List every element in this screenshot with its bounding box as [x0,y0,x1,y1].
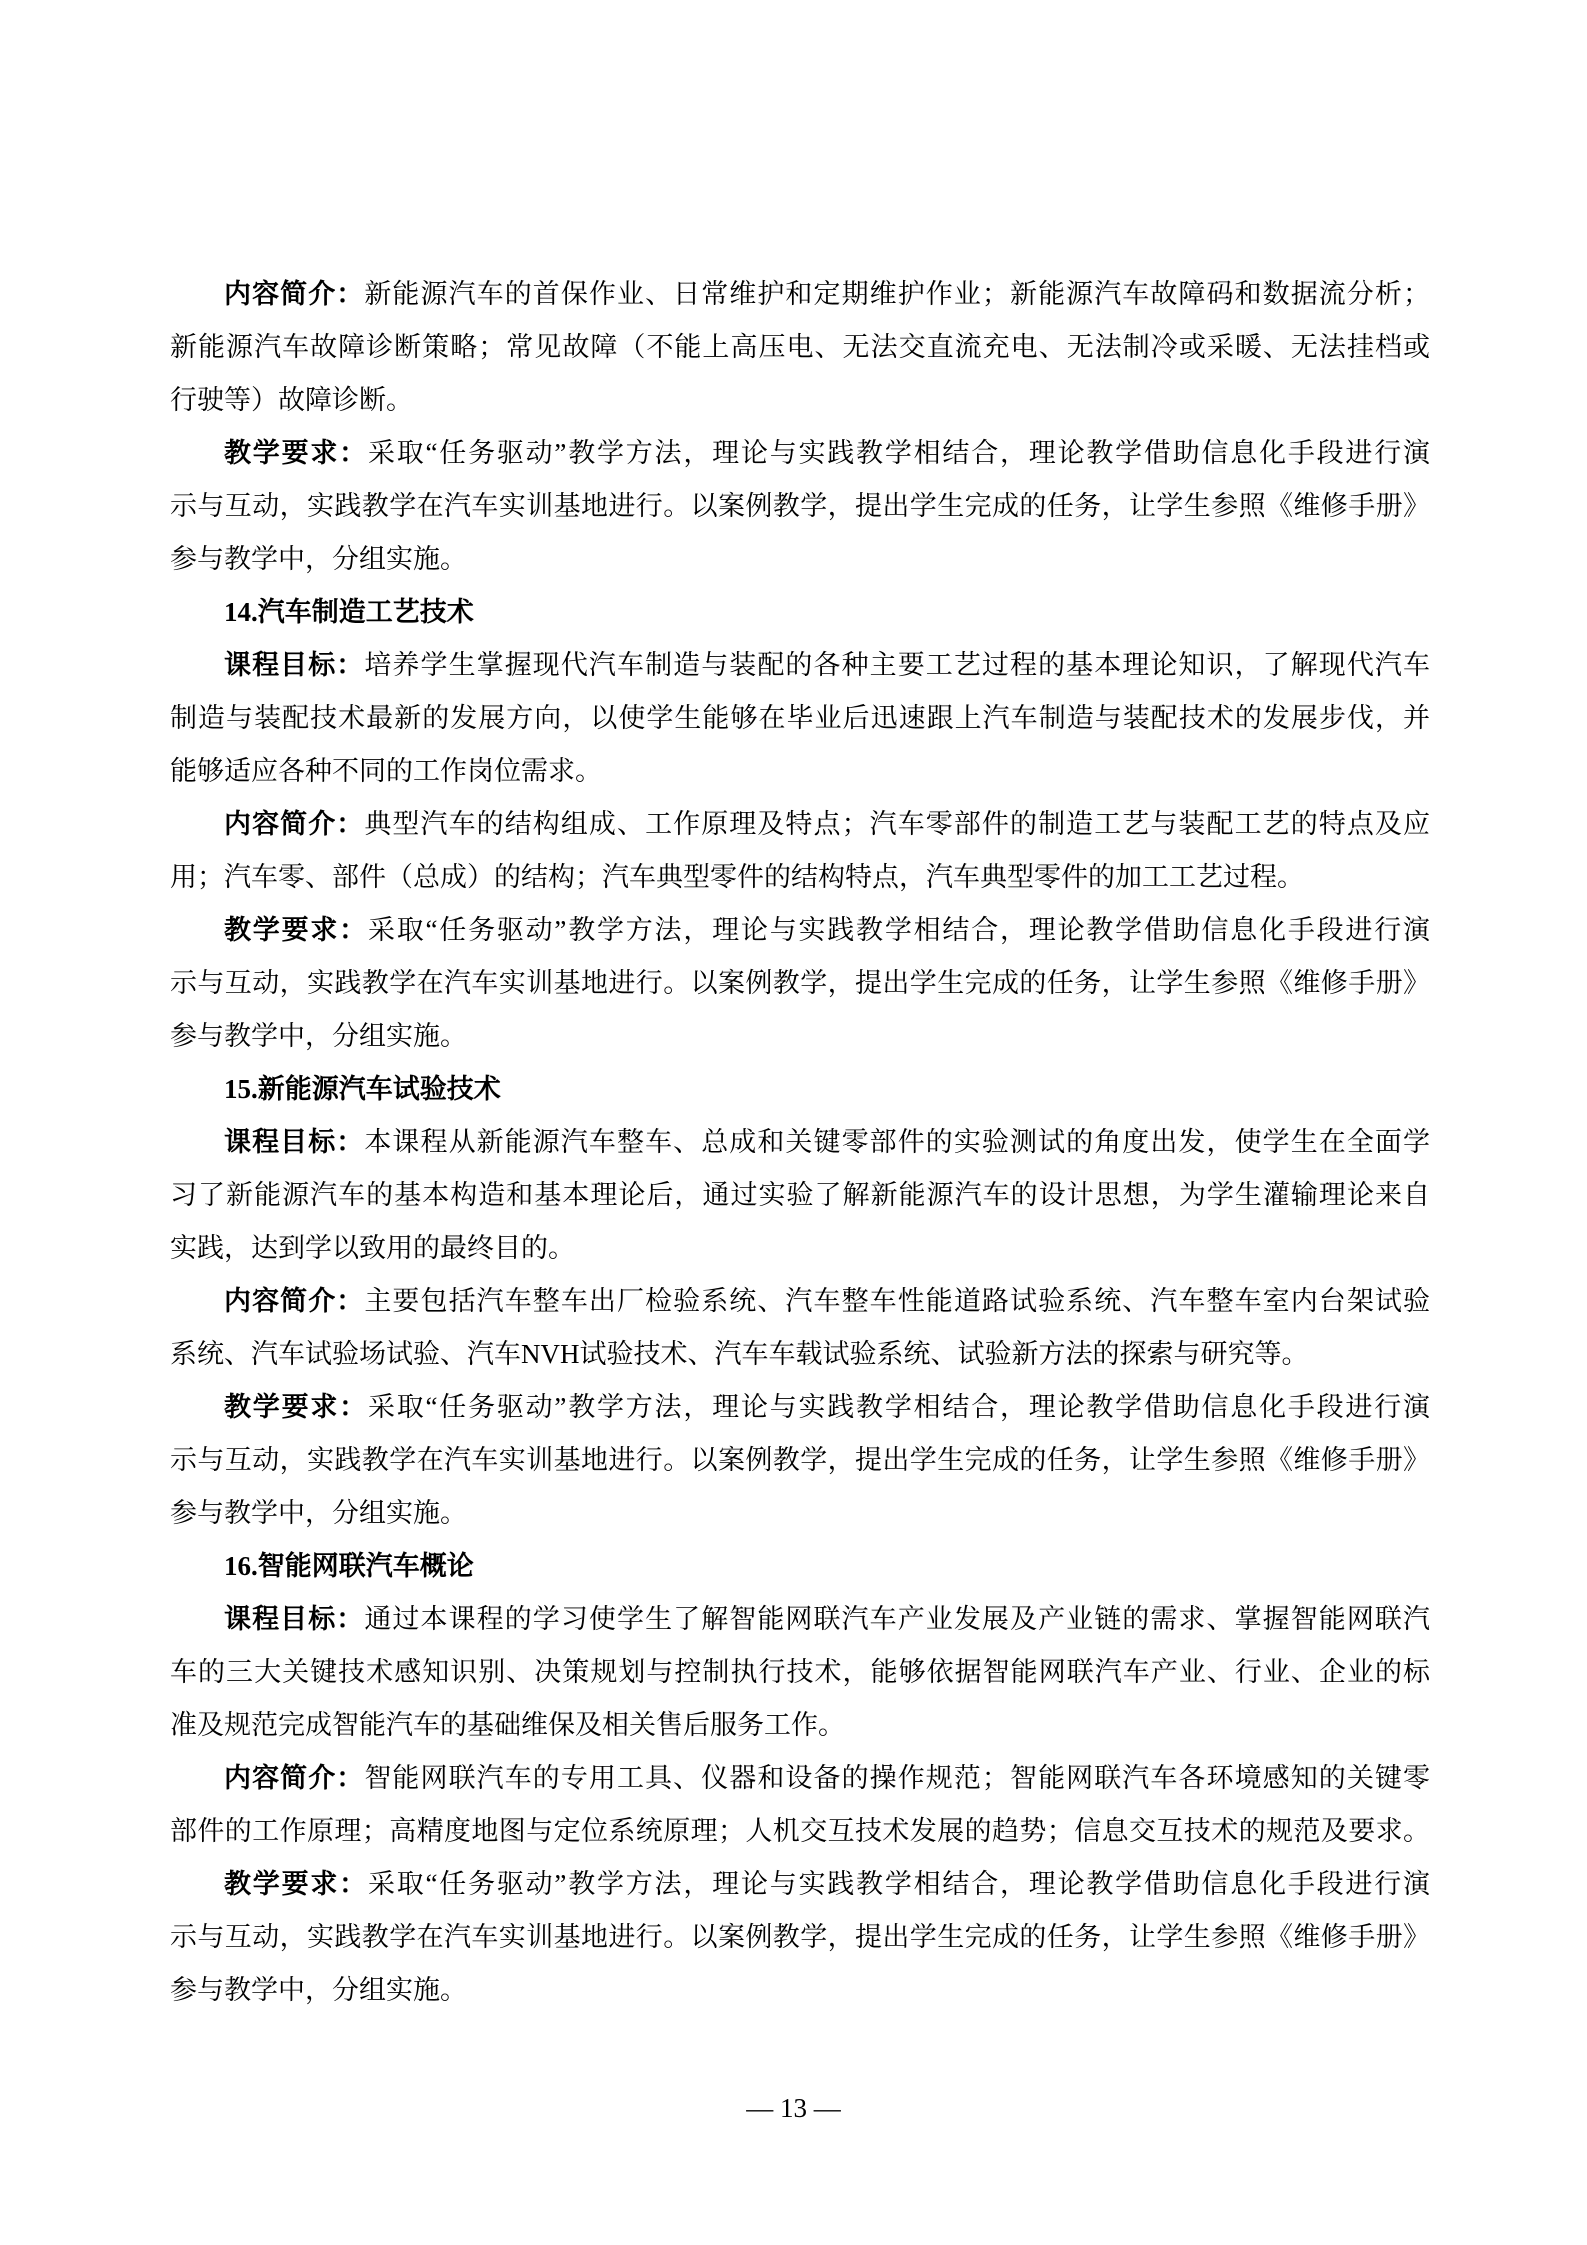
paragraph-line [170,1434,1430,1487]
paragraph-line [170,1593,1430,1646]
paragraph-line [170,533,1430,586]
paragraph-line [170,1964,1430,2017]
paragraph-line [170,1646,1430,1699]
course-heading-16 [170,1540,1430,1593]
paragraph-line [170,957,1430,1010]
paragraph-line [170,1752,1430,1805]
page-number: — 13 — [746,2093,841,2123]
paragraph-text: 参与教学中，分组实施。 [170,544,467,574]
paragraph-text: 采取“任务驱动”教学方法，理论与实践教学相结合，理论教学借助信息化手段进行演 [367,438,1430,468]
paragraph-text: 示与互动，实践教学在汽车实训基地进行。以案例教学，提出学生完成的任务，让学生参照《维修手册》 [170,1445,1430,1475]
paragraph-text: 习了新能源汽车的基本构造和基本理论后，通过实验了解新能源汽车的设计思想，为学生灌输理论来自 [170,1180,1430,1210]
paragraph-line [170,1911,1430,1964]
paragraph-line [170,374,1430,427]
paragraph-line [170,1328,1430,1381]
paragraph-line [170,1805,1430,1858]
paragraph-line [170,639,1430,692]
course-heading-14 [170,586,1430,639]
paragraph-label: 课程目标： [224,650,365,680]
paragraph-text: 新能源汽车的首保作业、日常维护和定期维护作业；新能源汽车故障码和数据流分析； [364,279,1430,309]
paragraph-line [170,1699,1430,1752]
paragraph-text: 通过本课程的学习使学生了解智能网联汽车产业发展及产业链的需求、掌握智能网联汽 [364,1604,1430,1634]
paragraph-line [170,904,1430,957]
paragraph-line [170,1010,1430,1063]
paragraph-text: 部件的工作原理；高精度地图与定位系统原理；人机交互技术发展的趋势；信息交互技术的规范及要求。 [170,1816,1430,1846]
paragraph-text: 车的三大关键技术感知识别、决策规划与控制执行技术，能够依据智能网联汽车产业、行业、企业的标 [170,1657,1430,1687]
paragraph-text: 采取“任务驱动”教学方法，理论与实践教学相结合，理论教学借助信息化手段进行演 [367,1392,1430,1422]
document-body [170,268,1430,2017]
paragraph-line [170,1116,1430,1169]
paragraph-line [170,1487,1430,1540]
page-footer [0,2088,1587,2128]
paragraph-text: 智能网联汽车的专用工具、仪器和设备的操作规范；智能网联汽车各环境感知的关键零 [364,1763,1430,1793]
course-heading-text: 14.汽车制造工艺技术 [224,597,474,627]
paragraph-line [170,1381,1430,1434]
paragraph-line [170,1858,1430,1911]
paragraph-text: 制造与装配技术最新的发展方向，以使学生能够在毕业后迅速跟上汽车制造与装配技术的发展步伐，并 [170,703,1430,733]
paragraph-label: 内容简介： [224,809,365,839]
paragraph-label: 教学要求： [224,915,368,945]
paragraph-label: 教学要求： [224,438,368,468]
paragraph-text: 本课程从新能源汽车整车、总成和关键零部件的实验测试的角度出发，使学生在全面学 [364,1127,1430,1157]
course-heading-15 [170,1063,1430,1116]
paragraph-text: 示与互动，实践教学在汽车实训基地进行。以案例教学，提出学生完成的任务，让学生参照《维修手册》 [170,491,1430,521]
paragraph-line [170,851,1430,904]
course-heading-text: 16.智能网联汽车概论 [224,1551,474,1581]
paragraph-line [170,692,1430,745]
paragraph-text: 示与互动，实践教学在汽车实训基地进行。以案例教学，提出学生完成的任务，让学生参照《维修手册》 [170,1922,1430,1952]
paragraph-text: 参与教学中，分组实施。 [170,1021,467,1051]
paragraph-text: 新能源汽车故障诊断策略；常见故障（不能上高压电、无法交直流充电、无法制冷或采暖、无法挂档或 [170,332,1430,362]
paragraph-text: 准及规范完成智能汽车的基础维保及相关售后服务工作。 [170,1710,845,1740]
paragraph-text: 行驶等）故障诊断。 [170,385,413,415]
paragraph-text: 采取“任务驱动”教学方法，理论与实践教学相结合，理论教学借助信息化手段进行演 [367,915,1430,945]
paragraph-text: 主要包括汽车整车出厂检验系统、汽车整车性能道路试验系统、汽车整车室内台架试验 [364,1286,1430,1316]
paragraph-line [170,321,1430,374]
paragraph-label: 教学要求： [224,1392,368,1422]
paragraph-label: 课程目标： [224,1127,365,1157]
paragraph-text: 能够适应各种不同的工作岗位需求。 [170,756,602,786]
paragraph-text: 示与互动，实践教学在汽车实训基地进行。以案例教学，提出学生完成的任务，让学生参照《维修手册》 [170,968,1430,998]
paragraph-text: 参与教学中，分组实施。 [170,1975,467,2005]
paragraph-label: 内容简介： [224,1763,365,1793]
paragraph-label: 内容简介： [224,1286,365,1316]
paragraph-text: 培养学生掌握现代汽车制造与装配的各种主要工艺过程的基本理论知识，了解现代汽车 [364,650,1430,680]
paragraph-label: 课程目标： [224,1604,365,1634]
paragraph-line [170,745,1430,798]
paragraph-line [170,1222,1430,1275]
paragraph-text: 采取“任务驱动”教学方法，理论与实践教学相结合，理论教学借助信息化手段进行演 [367,1869,1430,1899]
paragraph-label: 内容简介： [224,279,365,309]
paragraph-text: 参与教学中，分组实施。 [170,1498,467,1528]
paragraph-text: 实践，达到学以致用的最终目的。 [170,1233,575,1263]
paragraph-line [170,427,1430,480]
paragraph-line [170,798,1430,851]
paragraph-line [170,268,1430,321]
paragraph-line [170,480,1430,533]
paragraph-label: 教学要求： [224,1869,368,1899]
course-heading-text: 15.新能源汽车试验技术 [224,1074,501,1104]
paragraph-text: 系统、汽车试验场试验、汽车NVH试验技术、汽车车载试验系统、试验新方法的探索与研究等。 [170,1339,1309,1369]
paragraph-text: 典型汽车的结构组成、工作原理及特点；汽车零部件的制造工艺与装配工艺的特点及应 [364,809,1430,839]
paragraph-text: 用；汽车零、部件（总成）的结构；汽车典型零件的结构特点，汽车典型零件的加工工艺过程。 [170,862,1304,892]
paragraph-line [170,1169,1430,1222]
paragraph-line [170,1275,1430,1328]
